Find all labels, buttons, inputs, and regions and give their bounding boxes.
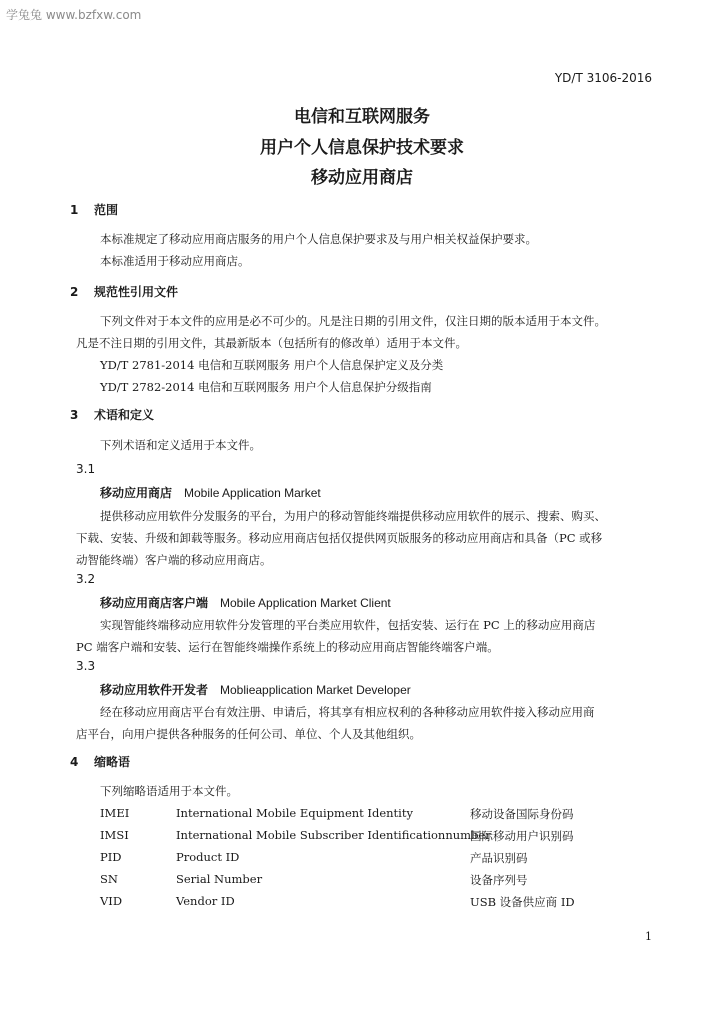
term-title	[100, 681, 411, 698]
term-definition-line: 店平台，向用户提供各种服务的任何公司、单位、个人及其他组织。	[76, 727, 421, 741]
section-1-paragraph: 本标准适用于移动应用商店。	[100, 254, 250, 268]
abbreviation: VID	[100, 894, 123, 908]
section-number: 2	[70, 285, 79, 299]
term-definition-line: 下载、安装、升级和卸载等服务。移动应用商店包括仅提供网页版服务的移动应用商店和具备（PC 或移	[76, 531, 603, 545]
title-line-1: 电信和互联网服务	[294, 107, 430, 127]
section-title: 术语和定义	[94, 408, 155, 422]
section-4-heading	[70, 753, 130, 770]
term-title	[100, 484, 321, 501]
abbreviation-full-name: Vendor ID	[176, 894, 235, 908]
term-definition-line: 动智能终端）客户端的移动应用商店。	[76, 553, 272, 567]
section-4-intro: 下列缩略语适用于本文件。	[100, 784, 238, 798]
watermark: 学兔兔 www.bzfxw.com	[6, 8, 142, 22]
term-english: Mobile Application Market Client	[220, 596, 391, 610]
section-2-paragraph-line: 下列文件对于本文件的应用是必不可少的。凡是注日期的引用文件，仅注日期的版本适用于本文件。	[100, 314, 606, 328]
section-title: 缩略语	[94, 755, 131, 769]
section-title: 范围	[94, 203, 119, 217]
term-number: 3.2	[76, 572, 96, 586]
abbreviation-chinese: 国际移动用户识别码	[470, 829, 574, 843]
abbreviation-full-name: Serial Number	[176, 872, 263, 886]
section-2-paragraph-line: 凡是不注日期的引用文件，其最新版本（包括所有的修改单）适用于本文件。	[76, 336, 467, 350]
page-number: 1	[645, 930, 652, 943]
term-definition-line: 提供移动应用软件分发服务的平台，为用户的移动智能终端提供移动应用软件的展示、搜索、购买、	[100, 509, 606, 523]
section-1-paragraph: 本标准规定了移动应用商店服务的用户个人信息保护要求及与用户相关权益保护要求。	[100, 232, 537, 246]
normative-reference: YD/T 2782-2014 电信和互联网服务 用户个人信息保护分级指南	[100, 380, 432, 394]
term-definition-line: 实现智能终端移动应用软件分发管理的平台类应用软件，包括安装、运行在 PC 上的移动应用商店	[100, 618, 596, 632]
section-3-heading	[70, 406, 154, 423]
abbreviation: IMEI	[100, 806, 130, 820]
normative-reference: YD/T 2781-2014 电信和互联网服务 用户个人信息保护定义及分类	[100, 358, 444, 372]
document-number: YD/T 3106-2016	[554, 71, 652, 85]
term-english: Moblieapplication Market Developer	[220, 683, 411, 697]
section-title: 规范性引用文件	[94, 285, 179, 299]
title-line-2: 用户个人信息保护技术要求	[260, 138, 464, 158]
term-definition-line: PC 端客户端和安装、运行在智能终端操作系统上的移动应用商店智能终端客户端。	[76, 640, 499, 654]
section-number: 1	[70, 203, 79, 217]
section-2-heading	[70, 283, 178, 300]
abbreviation-chinese: USB 设备供应商 ID	[470, 895, 575, 909]
term-definition-line: 经在移动应用商店平台有效注册、申请后，将其享有相应权利的各种移动应用软件接入移动应用商	[100, 705, 595, 719]
term-english: Mobile Application Market	[184, 486, 321, 500]
abbreviation-full-name: International Mobile Equipment Identity	[176, 806, 413, 820]
term-number: 3.3	[76, 659, 96, 673]
section-number: 3	[70, 408, 79, 422]
abbreviation-chinese: 产品识别码	[470, 851, 528, 865]
abbreviation: IMSI	[100, 828, 129, 842]
abbreviation-chinese: 移动设备国际身份码	[470, 807, 574, 821]
term-chinese: 移动应用商店	[100, 486, 173, 500]
abbreviation-full-name: International Mobile Subscriber Identificationnumber	[176, 828, 491, 842]
section-number: 4	[70, 755, 79, 769]
abbreviation: SN	[100, 872, 118, 886]
term-title	[100, 594, 391, 611]
abbreviation-full-name: Product ID	[176, 850, 240, 864]
abbreviation-chinese: 设备序列号	[470, 873, 528, 887]
term-number: 3.1	[76, 462, 96, 476]
abbreviation: PID	[100, 850, 122, 864]
title-line-3: 移动应用商店	[311, 168, 413, 188]
section-1-heading	[70, 201, 118, 218]
term-chinese: 移动应用商店客户端	[100, 596, 209, 610]
term-chinese: 移动应用软件开发者	[100, 683, 209, 697]
section-3-intro: 下列术语和定义适用于本文件。	[100, 438, 261, 452]
